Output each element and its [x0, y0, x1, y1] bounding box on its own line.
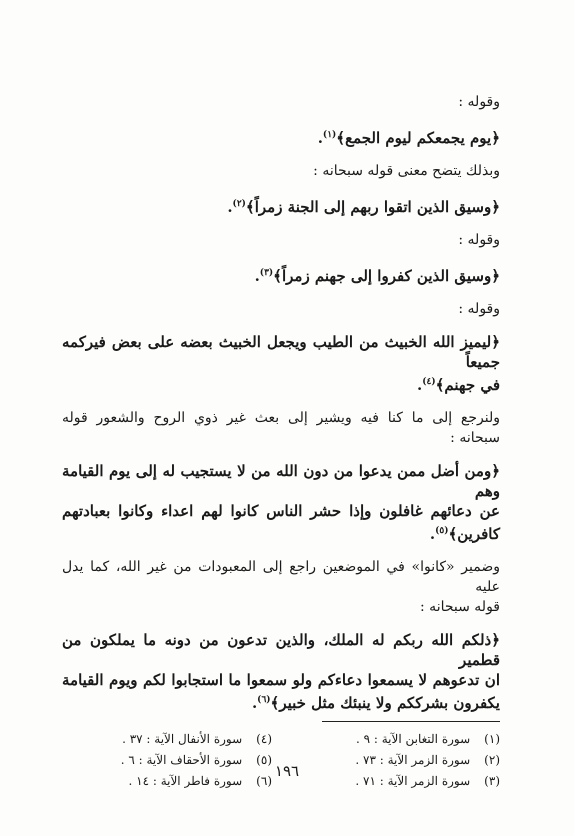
footnote-ref: (٦): [257, 695, 271, 705]
body-line: وقوله :: [458, 301, 500, 317]
body-paragraph: ولنرجع إلى ما كنا فيه ويشير إلى بعث غير ذوي الروح والشعور قوله سبحانه :: [62, 410, 500, 446]
footnote: (٦) سورة فاطر الآية : ١٤ .: [128, 774, 272, 788]
quran-verse: ﴿ومن أضل ممن يدعوا من دون الله من لا يستجيب له إلى يوم القيامة وهم عن دعائهم غافلون وإذا حشر الناس كانوا لهم اعداء وكانوا بعبادتهم كافرين﴾$^{(٥)}$.: [62, 462, 500, 543]
body-line: وقوله :: [458, 94, 500, 110]
body-line: وبذلك يتضح معنى قوله سبحانه :: [313, 163, 500, 179]
footnote-ref: (٥): [435, 526, 449, 536]
body-line: وقوله :: [458, 232, 500, 248]
body-paragraph: وضمير «كانوا» في الموضعين راجع إلى المعبودات من غير الله، كما يدل عليه قوله سبحانه :: [62, 559, 500, 615]
quran-verse: ﴿وسيق الذين اتقوا ربهم إلى الجنة زمراً﴾$^{(٢)}$.: [227, 198, 500, 216]
quran-verse: ﴿يوم يجمعكم ليوم الجمع﴾$^{(١)}$.: [317, 129, 500, 147]
footnote-separator: [322, 721, 500, 722]
footnote: (٤) سورة الأنفال الآية : ٣٧ .: [122, 732, 272, 746]
page-body: [62, 92, 500, 790]
footnote-ref: (٤): [422, 377, 436, 387]
quran-verse: ﴿ليميز الله الخبيث من الطيب ويجعل الخبيث بعضه على بعض فيركمه جميعاً في جهنم﴾$^{(٤)}$.: [62, 333, 500, 394]
footnote: (٥) سورة الأحقاف الآية : ٦ .: [120, 753, 272, 767]
footnote: (٣) سورة الزمر الآية : ٧١ .: [355, 774, 500, 788]
page-number: ١٩٦: [274, 762, 300, 780]
footnote: (٢) سورة الزمر الآية : ٧٣ .: [355, 753, 500, 767]
footnote-ref: (١): [322, 130, 337, 140]
footnote: (١) سورة التغابن الآية : ٩ .: [355, 732, 500, 746]
footnote-ref: (٢): [232, 199, 246, 209]
quran-verse: ﴿وسيق الذين كفروا إلى جهنم زمراً﴾$^{(٣)}$.: [254, 267, 500, 285]
quran-verse: ﴿ذلكم الله ربكم له الملك، والذين تدعون من دونه ما يملكون من قطمير ان تدعوهم لا يسمعوا دعاءكم ولو سمعوا ما استجابوا لكم ويوم القيامة يكفرون بشرككم ولا ينبئك مثل خبير﴾$^{(٦)}$.: [62, 631, 500, 712]
footnotes: [62, 730, 500, 790]
footnote-ref: (٣): [259, 268, 274, 278]
